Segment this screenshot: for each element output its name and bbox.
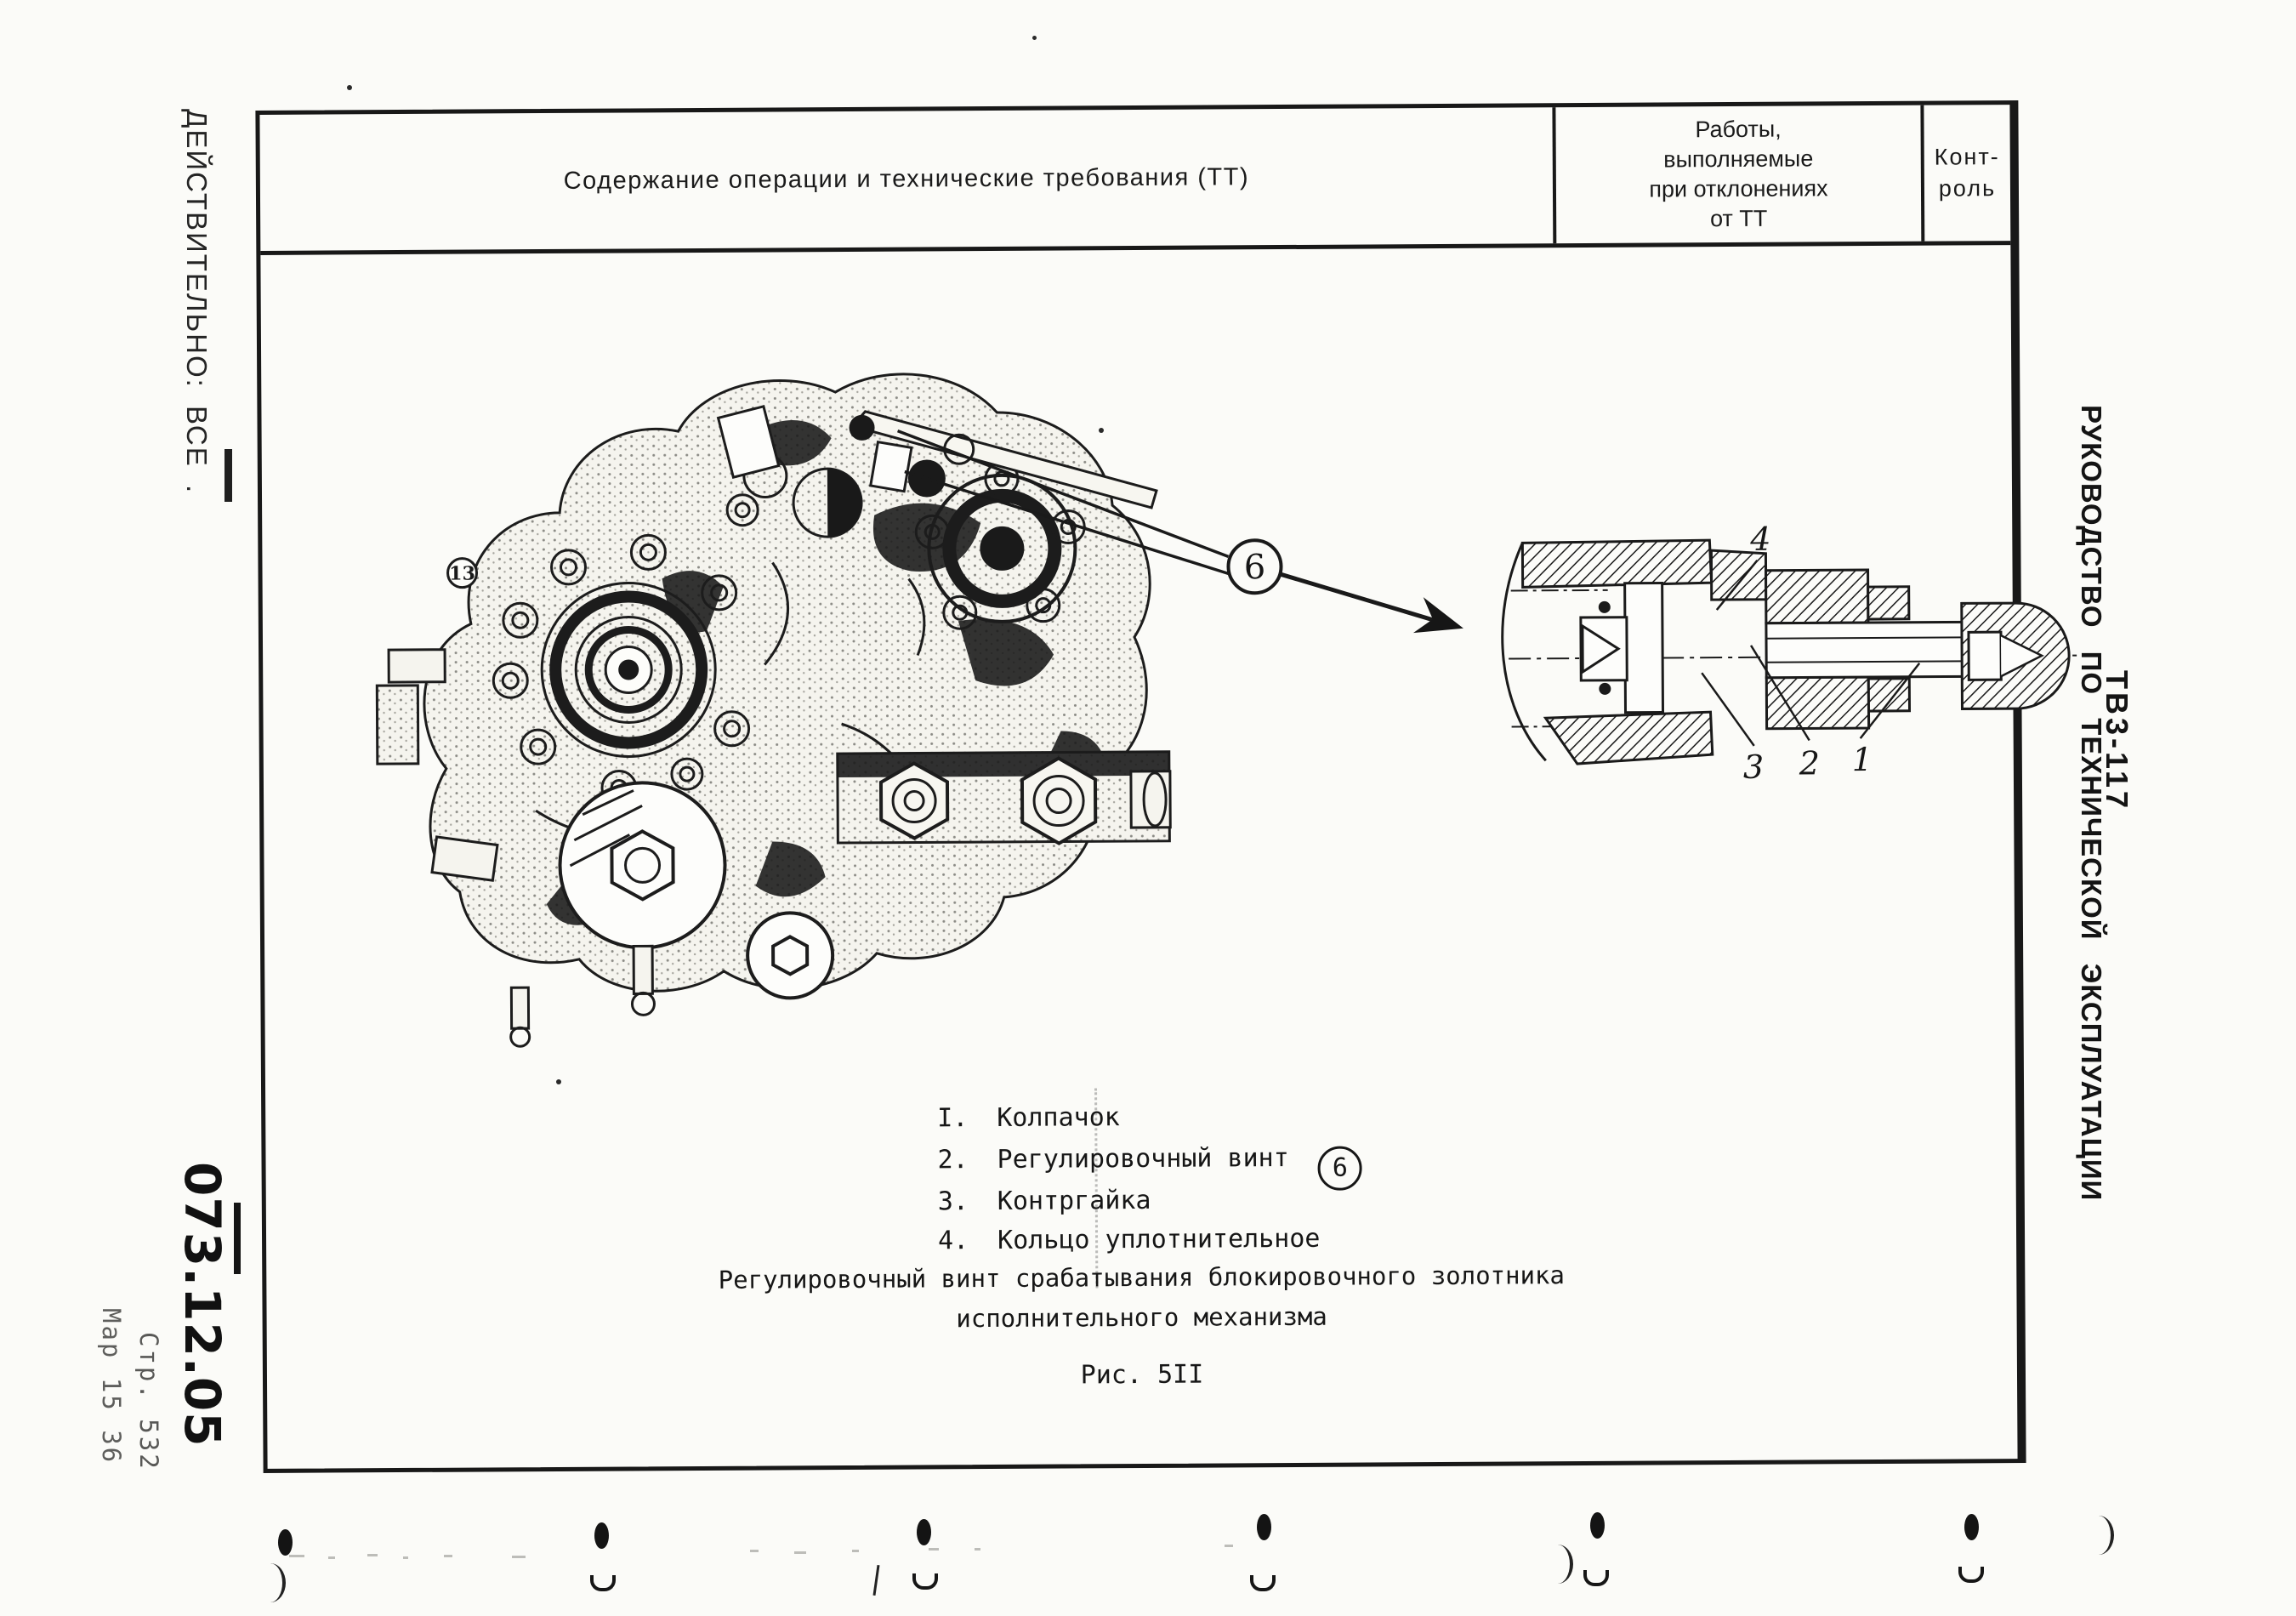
- parts-list: [937, 1097, 1362, 1261]
- part-number: 2.: [937, 1145, 969, 1175]
- control-header-line: Конт-: [1934, 144, 2000, 170]
- part-label: Регулировочный винт: [997, 1143, 1289, 1175]
- scan-noise: [794, 1551, 806, 1554]
- scan-noise: [975, 1548, 980, 1551]
- detail-callout-1: 1: [1851, 741, 1873, 779]
- scan-noise: [852, 1550, 859, 1552]
- document-code-stamp: 073.12.05: [173, 1162, 231, 1448]
- table-header-row: [259, 105, 2010, 255]
- validity-dash-mark: [224, 449, 232, 502]
- scan-curl-mark: [590, 1575, 616, 1591]
- callout-6-leader: [873, 406, 1496, 673]
- punch-dot: [917, 1519, 931, 1545]
- scan-curl-mark: [1958, 1567, 1984, 1583]
- header-cell-operations: [259, 107, 1553, 251]
- operations-header-label: Содержание операции и технические требования (ТТ): [563, 162, 1250, 195]
- scan-paren-mark: [270, 1563, 286, 1602]
- validity-stamp: ДЕЙСТВИТЕЛЬНО: ВСЕ .: [181, 109, 213, 495]
- figure-caption: [266, 1258, 2016, 1337]
- detail-callout-3: 3: [1742, 748, 1765, 786]
- scan-curl-mark: [1250, 1575, 1276, 1591]
- deviation-works-line: Работы,: [1695, 116, 1782, 143]
- scan-noise: [367, 1554, 378, 1556]
- punch-dot: [278, 1529, 293, 1556]
- engine-tag-label: 13: [449, 562, 475, 585]
- part-number: 3.: [937, 1186, 969, 1217]
- detail-callout-4: 4: [1750, 520, 1771, 558]
- list-item: [937, 1097, 1362, 1139]
- manual-title-vertical: РУКОВОДСТВО ПО ТЕХНИЧЕСКОЙ ЭКСПЛУАТАЦИИ: [2076, 405, 2107, 1202]
- header-cell-control: [1924, 105, 2010, 242]
- scan-noise: [750, 1550, 759, 1552]
- part-number: I.: [937, 1103, 969, 1134]
- figure-number: Рис. 5II: [1080, 1359, 1204, 1391]
- scan-noise: [403, 1556, 408, 1559]
- page-number-stamp: Стр. 532: [134, 1332, 163, 1471]
- deviation-works-line: выполняемые: [1663, 145, 1814, 173]
- scan-paren-mark: [1558, 1545, 1573, 1584]
- content-table: [255, 100, 2026, 1473]
- scan-speck: [556, 1079, 561, 1084]
- part-label: Кольцо уплотнительное: [997, 1223, 1321, 1255]
- deviation-works-line: от ТТ: [1709, 205, 1768, 232]
- scan-noise: [289, 1555, 304, 1557]
- detail-cross-section: [1495, 496, 2092, 793]
- detail-callout-2: 2: [1799, 744, 1821, 782]
- scan-curl-mark: [912, 1573, 938, 1590]
- part-callout-circle: 6: [1318, 1147, 1362, 1191]
- document-code-overline: [234, 1203, 241, 1274]
- caption-line: Регулировочный винт срабатывания блокировочного золотника: [718, 1260, 1566, 1295]
- engine-model-vertical: ТВ3-117: [2100, 670, 2134, 812]
- scan-tick-mark: [873, 1565, 880, 1596]
- header-cell-deviation-works: [1555, 105, 1921, 243]
- scan-curl-mark: [1583, 1570, 1609, 1586]
- punch-dot: [1964, 1514, 1979, 1540]
- part-number: 4.: [937, 1226, 969, 1256]
- caption-line: исполнительного механизма: [956, 1301, 1327, 1334]
- scan-noise: [1225, 1545, 1233, 1547]
- scan-noise: [328, 1556, 335, 1559]
- part-label: Контргайка: [997, 1185, 1151, 1216]
- scan-noise: [929, 1548, 939, 1551]
- list-item: [938, 1181, 1363, 1222]
- scan-paren-mark: [2099, 1516, 2114, 1555]
- date-stamp: Мар 15 36: [97, 1308, 126, 1465]
- scan-speck: [1032, 36, 1037, 40]
- punch-dot: [594, 1522, 609, 1549]
- scan-noise: [512, 1556, 526, 1558]
- part-label: Колпачок: [997, 1102, 1120, 1133]
- control-header-line: роль: [1938, 175, 1997, 202]
- scan-speck: [347, 85, 352, 90]
- list-item: [937, 1136, 1362, 1183]
- list-item: [938, 1220, 1363, 1261]
- scan-speck: [1099, 428, 1104, 433]
- deviation-works-line: при отклонениях: [1649, 175, 1828, 202]
- punch-dot: [1590, 1512, 1605, 1539]
- callout-6-label: 6: [1243, 548, 1266, 588]
- scan-noise: [444, 1555, 452, 1557]
- punch-dot: [1257, 1514, 1271, 1540]
